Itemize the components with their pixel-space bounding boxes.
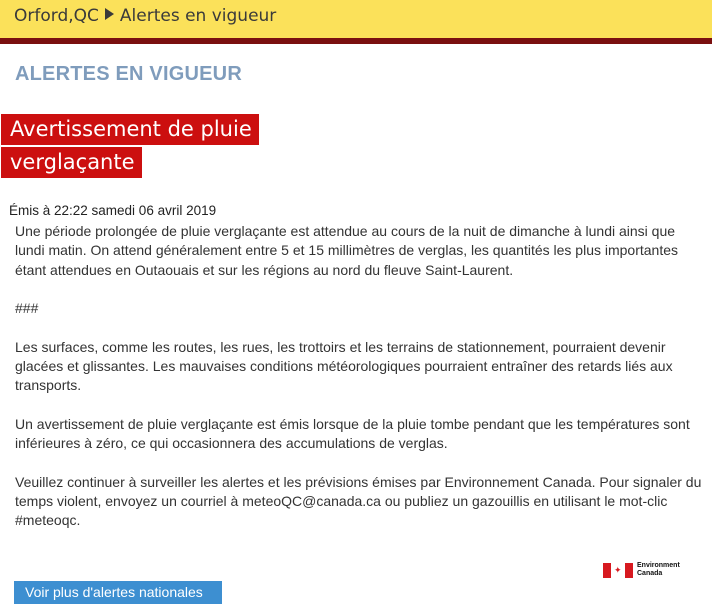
logo-line-2: Canada [637, 570, 663, 577]
issued-timestamp: Émis à 22:22 samedi 06 avril 2019 [9, 203, 217, 218]
breadcrumb-location-link[interactable]: Orford,QC [14, 6, 99, 26]
warning-body [15, 222, 705, 550]
warning-title-line-2: verglaçante [1, 147, 142, 178]
more-national-alerts-button[interactable]: Voir plus d'alertes nationales [14, 581, 222, 604]
warning-separator: ### [15, 300, 39, 317]
warning-paragraph: Les surfaces, comme les routes, les rues, les trottoirs et les terrains de stationnement, pourraient devenir glacées et glissantes. Les mauvaises conditions météorologiques pourraient entraîner des retards liés aux transports. [15, 338, 673, 394]
breadcrumb-current: Alertes en vigueur [119, 6, 277, 26]
warning-title [1, 114, 261, 180]
warning-paragraph: Un avertissement de pluie verglaçante est émis lorsque de la pluie tombe pendant que les températures sont inférieures à zéro, ce qui occasionnera des accumulations de verglas. [15, 415, 690, 452]
page-title: ALERTES EN VIGUEUR [15, 63, 242, 85]
warning-paragraph: Une période prolongée de pluie verglaçante est attendue au cours de la nuit de dimanche à lundi ainsi que lundi matin. On attend généralement entre 5 et 15 millimètres de verglas, les quantités les plus importantes étant attendues en Outaouais et sur les régions au nord du fleuve Saint-Laurent. [15, 223, 679, 278]
environment-canada-logo [603, 562, 693, 582]
maple-leaf-icon: ✦ [614, 565, 622, 575]
logo-text [637, 562, 680, 578]
warning-title-line-1: Avertissement de pluie [1, 114, 259, 145]
breadcrumb [14, 6, 276, 26]
canada-flag-icon [603, 563, 633, 578]
logo-line-1: Environment [637, 562, 680, 569]
breadcrumb-arrow-icon [105, 8, 114, 20]
top-banner [0, 0, 712, 44]
warning-paragraph: Veuillez continuer à surveiller les alertes et les prévisions émises par Environnement Canada. Pour signaler du temps violent, envoyez un courriel à meteoQC@canada.ca ou publiez un gazouillis en utilisant le mot-clic #meteoqc. [15, 473, 702, 529]
